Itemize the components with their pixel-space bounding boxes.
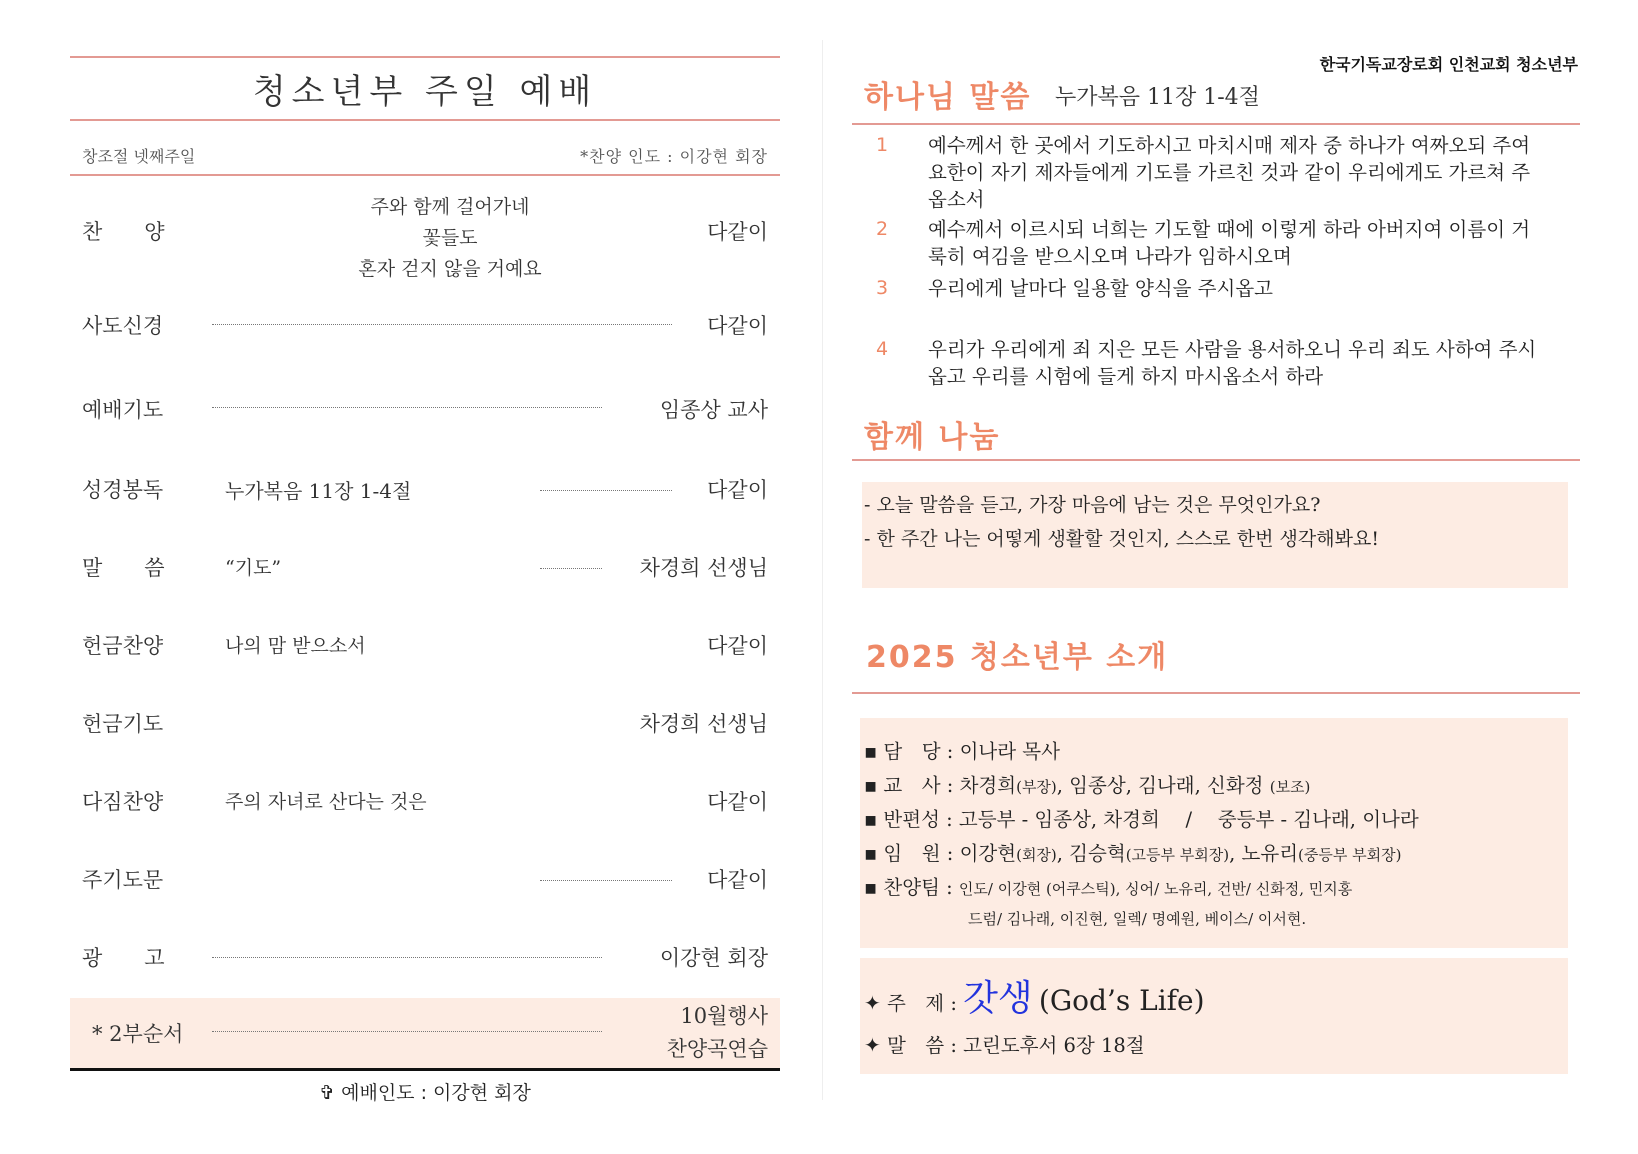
order-item-who: 차경희 선생님 — [639, 556, 768, 580]
dotted-leader — [212, 1031, 602, 1032]
intro-officers — [864, 838, 1401, 866]
order-item-detail: 누가복음 11장 1-4절 — [225, 479, 412, 503]
praise-song: 주와 함께 걸어가네 — [370, 196, 530, 218]
order-item-label: 다짐찬양 — [82, 790, 164, 814]
worship-leader-note: *찬양 인도 : 이강현 회장 — [580, 147, 768, 166]
intro-praise-team — [864, 872, 1352, 900]
intro-praise-team-line2: 드럼/ 김나래, 이진현, 일렉/ 명예원, 베이스/ 이서현. — [968, 910, 1307, 928]
order-item-detail: 주의 자녀로 산다는 것은 — [225, 791, 427, 813]
intro-heading: 2025 청소년부 소개 — [866, 640, 1169, 675]
intro-value: 이강현 — [959, 842, 1017, 865]
intro-rule — [852, 692, 1580, 694]
intro-label: 말 씀 : — [886, 1034, 957, 1057]
square-bullet-icon: ▪ — [864, 808, 878, 831]
intro-note: (중등부 부회장) — [1298, 846, 1402, 864]
verse-number: 2 — [876, 218, 889, 240]
order-item-label: 예배기도 — [82, 398, 164, 422]
sharing-rule — [852, 459, 1580, 461]
dotted-leader — [212, 957, 602, 958]
intro-pastor — [864, 736, 1060, 764]
square-bullet-icon: ▪ — [864, 774, 878, 797]
intro-note: (보조) — [1269, 778, 1311, 796]
sharing-heading: 함께 나눔 — [864, 420, 1001, 455]
page-title: 청소년부 주일 예배 — [252, 72, 598, 112]
intro-value: 고등부 - 임종상, 차경희 / 중등부 - 김나래, 이나라 — [958, 808, 1419, 831]
second-part-item: 찬양곡연습 — [666, 1037, 768, 1061]
dotted-leader — [212, 324, 672, 325]
subtitle-rule — [70, 174, 780, 176]
verse-number: 4 — [876, 338, 889, 360]
sharing-question: - 오늘 말씀을 듣고, 가장 마음에 남는 것은 무엇인가요? — [864, 494, 1321, 516]
square-bullet-icon: ▪ — [864, 740, 878, 763]
praise-songs — [300, 192, 600, 285]
order-item-label: 사도신경 — [82, 314, 164, 338]
intro-label: 주 제 : — [886, 992, 957, 1015]
service-leader-footer: ✞ 예배인도 : 이강현 회장 — [319, 1082, 531, 1104]
intro-teachers — [864, 770, 1310, 798]
intro-value: , 임종상, 김나래, 신화정 — [1056, 774, 1264, 797]
intro-note: (부장) — [1016, 778, 1057, 796]
verse-number: 3 — [876, 277, 889, 299]
intro-note: (회장) — [1016, 846, 1057, 864]
order-item-label: 광 고 — [82, 946, 165, 970]
intro-theme — [864, 970, 1205, 1021]
intro-label: 임 원 : — [883, 842, 954, 865]
intro-value: 차경희 — [959, 774, 1017, 797]
four-point-star-icon: ✦ — [864, 1033, 881, 1057]
order-of-worship-page — [70, 0, 780, 1154]
verse-text: 예수께서 이르시되 너희는 기도할 때에 이렇게 하라 아버지여 이름이 거룩히 여김을 받으시오며 나라가 임하시오며 — [928, 218, 1531, 268]
square-bullet-icon: ▪ — [864, 876, 878, 899]
intro-note: (고등부 부회장) — [1125, 846, 1230, 864]
sermon-title: “기도” — [225, 557, 282, 579]
church-name: 한국기독교장로회 인천교회 청소년부 — [1319, 55, 1578, 74]
order-item-who: 다같이 — [707, 868, 768, 892]
order-item-detail: 나의 맘 받으소서 — [225, 635, 366, 657]
second-part-item: 10월행사 — [680, 1004, 768, 1028]
praise-who: 다같이 — [707, 220, 768, 244]
scripture-reference: 누가복음 11장 1-4절 — [1055, 85, 1260, 110]
four-point-star-icon: ✦ — [864, 991, 881, 1015]
intro-label: 교 사 : — [883, 774, 954, 797]
verse-text: 우리에게 날마다 일용할 양식을 주시옵고 — [928, 277, 1274, 300]
dotted-leader — [212, 407, 602, 408]
intro-value: , 노유리 — [1229, 842, 1299, 865]
order-item-label: 헌금찬양 — [82, 634, 164, 658]
intro-label: 찬양팀 : — [883, 876, 953, 899]
title-bottom-rule — [70, 119, 780, 121]
page-divider — [822, 40, 823, 1100]
title-top-rule — [70, 56, 780, 58]
order-item-label: 말 씀 — [82, 556, 165, 580]
order-item-label: 헌금기도 — [82, 712, 164, 736]
praise-song: 혼자 걷지 않을 거예요 — [358, 258, 542, 280]
dotted-leader — [540, 880, 672, 881]
order-item-who: 임종상 교사 — [659, 398, 768, 422]
intro-value: , 김승혁 — [1056, 842, 1126, 865]
order-item-who: 차경희 선생님 — [639, 712, 768, 736]
intro-value: 이나라 목사 — [959, 740, 1060, 763]
word-heading: 하나님 말씀 — [864, 80, 1032, 115]
intro-value: 인도/ 이강현 (어쿠스틱), 싱어/ 노유리, 건반/ 신화정, 민지홍 — [958, 880, 1353, 898]
theme-subtitle: (God’s Life) — [1038, 984, 1205, 1017]
praise-song: 꽃들도 — [422, 227, 478, 249]
verse-text: 우리가 우리에게 죄 지은 모든 사람을 용서하오니 우리 죄도 사하여 주시옵고 우리를 시험에 들게 하지 마시옵소서 하라 — [928, 338, 1537, 388]
bottom-rule — [70, 1068, 780, 1071]
order-item-who: 다같이 — [707, 634, 768, 658]
order-item-who: 다같이 — [707, 790, 768, 814]
sharing-question: - 한 주간 나는 어떻게 생활할 것인지, 스스로 한번 생각해봐요! — [864, 528, 1379, 550]
second-part-items — [667, 1000, 768, 1066]
order-item-who: 다같이 — [707, 478, 768, 502]
dotted-leader — [540, 490, 672, 491]
order-item-label: 주기도문 — [82, 868, 164, 892]
order-item-who: 이강현 회장 — [659, 946, 768, 970]
square-bullet-icon: ▪ — [864, 842, 878, 865]
order-item-label: 성경봉독 — [82, 478, 164, 502]
theme-highlight: 갓생 — [963, 978, 1033, 1019]
intro-label: 반편성 : — [883, 808, 953, 831]
intro-label: 담 당 : — [883, 740, 954, 763]
season-label: 창조절 넷째주일 — [82, 147, 196, 166]
verse-number: 1 — [876, 134, 889, 156]
intro-classes — [864, 804, 1419, 832]
dotted-leader — [540, 568, 602, 569]
verse-text: 예수께서 한 곳에서 기도하시고 마치시매 제자 중 하나가 여짜오되 주여 요한이 자기 제자들에게 기도를 가르친 것과 같이 우리에게도 가르쳐 주옵소서 — [928, 134, 1531, 211]
intro-value: 고린도후서 6장 18절 — [963, 1034, 1145, 1057]
praise-label: 찬 양 — [82, 220, 165, 244]
intro-verse — [864, 1030, 1145, 1058]
second-part-label: * 2부순서 — [92, 1022, 184, 1046]
order-item-who: 다같이 — [707, 314, 768, 338]
word-rule — [852, 123, 1580, 125]
